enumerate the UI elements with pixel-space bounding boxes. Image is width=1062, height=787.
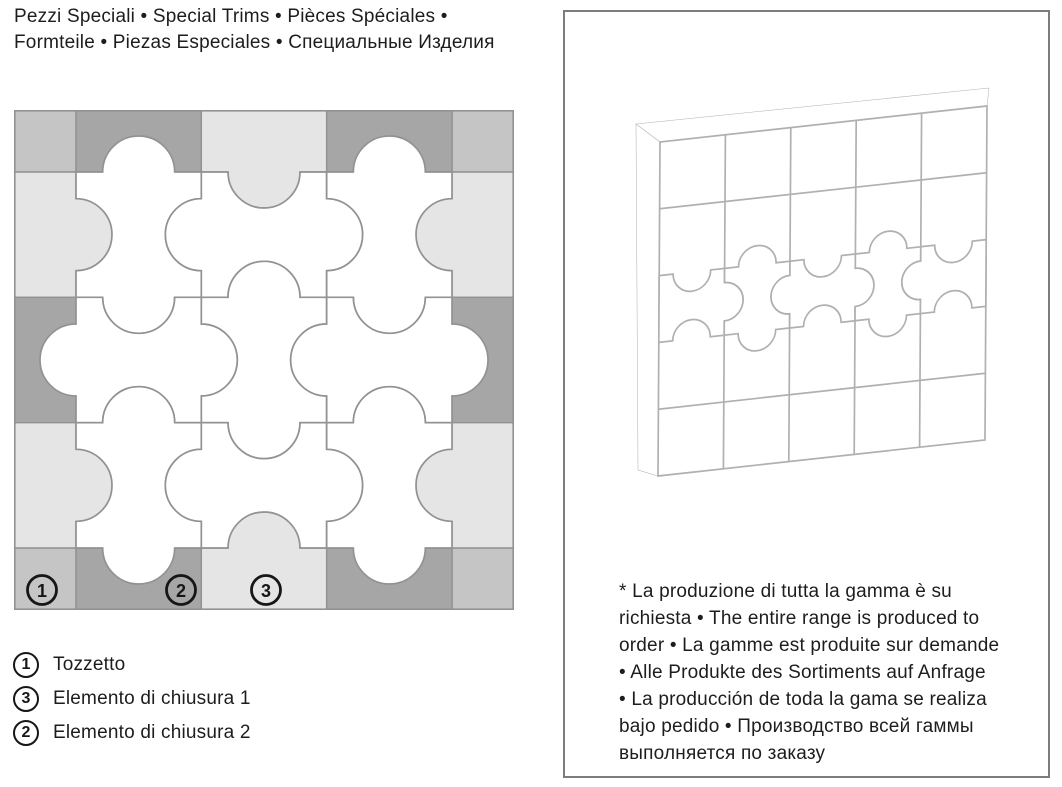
legend-item-tozzetto <box>13 652 251 678</box>
note-line-4: • Alle Produkte des Sortiments auf Anfrage <box>619 662 986 683</box>
isometric-geometry <box>636 88 989 476</box>
legend-number-1-icon: 1 <box>13 652 39 678</box>
legend-number-3-icon: 3 <box>13 686 39 712</box>
note-line-3: order • La gamme est produite sur demande <box>619 635 1000 656</box>
page-title-line-2: Formteile • Piezas Especiales • Специальные Изделия <box>14 32 495 53</box>
note-line-1: * La produzione di tutta la gamma è su <box>619 581 952 602</box>
page-title <box>14 4 495 56</box>
legend <box>13 652 251 746</box>
legend-item-chiusura-1 <box>13 686 251 712</box>
note-line-5: • La producción de toda la gama se realiza <box>619 689 987 710</box>
legend-label-chiusura-1: Elemento di chiusura 1 <box>53 688 251 709</box>
note-line-2: richiesta • The entire range is produced to <box>619 608 980 629</box>
note-line-7: выполняется по заказу <box>619 743 826 764</box>
legend-item-chiusura-2 <box>13 720 251 746</box>
callout-2-number: 2 <box>175 581 187 601</box>
legend-label-tozzetto: Tozzetto <box>53 654 126 675</box>
legend-label-chiusura-2: Elemento di chiusura 2 <box>53 722 251 743</box>
pattern-geometry <box>14 110 514 610</box>
note-line-6: bajo pedido • Производство всей гаммы <box>619 716 974 737</box>
callout-1-number: 1 <box>36 581 48 601</box>
page-title-line-1: Pezzi Speciali • Special Trims • Pièces Spéciales • <box>14 6 448 27</box>
production-note <box>619 578 1029 767</box>
trim-pattern-diagram <box>14 110 514 610</box>
production-note-box <box>563 10 1050 778</box>
callout-3-number: 3 <box>260 581 272 601</box>
legend-number-2-icon: 2 <box>13 720 39 746</box>
